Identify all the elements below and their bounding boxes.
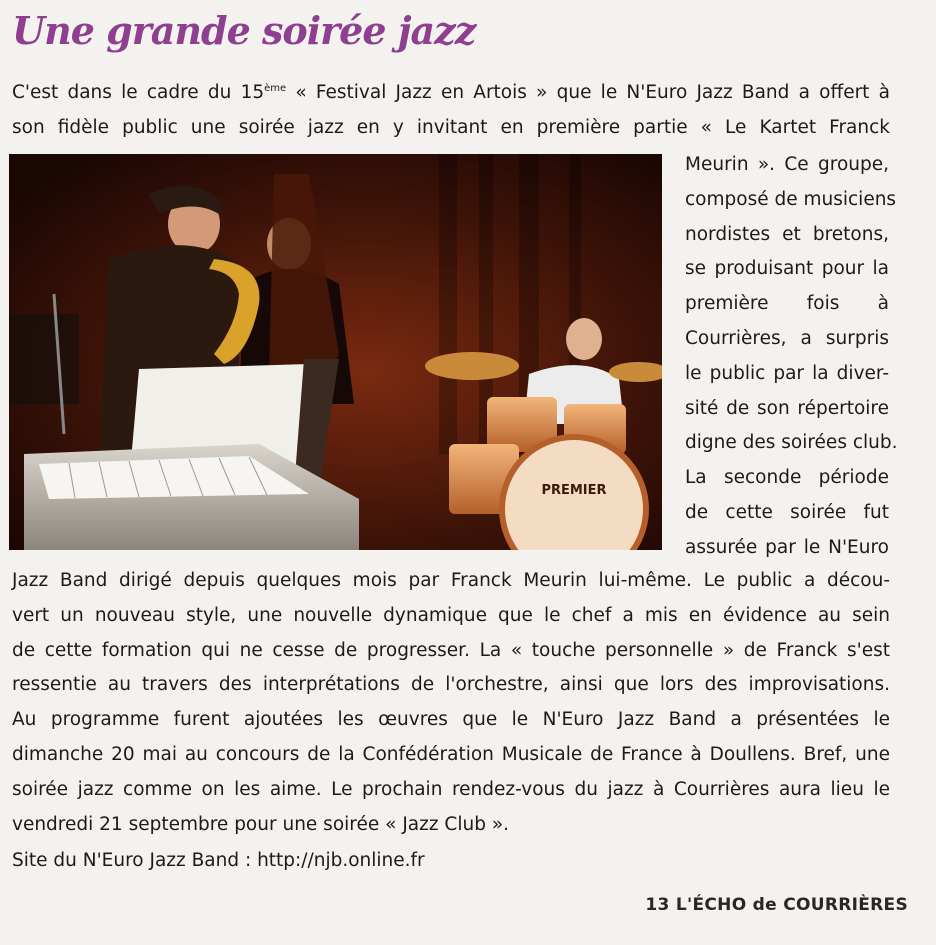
side-line: se produisant pour la <box>685 258 889 280</box>
side-line: La seconde période <box>685 467 889 489</box>
body-line: vert un nouveau style, une nouvelle dynamique que le chef a mis en évidence au sein <box>12 604 890 626</box>
intro-line-2: son fidèle public une soirée jazz en y invitant en première partie « Le Kartet Franck <box>12 116 890 138</box>
body-line: vendredi 21 septembre pour une soirée « Jazz Club ». <box>12 813 510 835</box>
side-line: Courrières, a surpris <box>685 327 889 349</box>
jazz-band-photo <box>9 154 662 550</box>
side-line: Meurin ». Ce groupe, <box>685 154 889 175</box>
page-footer: 13 L'ÉCHO de COURRIÈRES <box>645 895 908 915</box>
intro-line-1a: C'est dans le cadre du 15 <box>12 82 265 103</box>
side-line: de cette soirée fut <box>685 501 889 523</box>
drum-brand-label: PREMIER <box>541 483 607 498</box>
side-line: sité de son répertoire <box>685 397 889 419</box>
side-line: assurée par le N'Euro <box>685 536 889 558</box>
body-line: soirée jazz comme on les aime. Le prochain rendez-vous du jazz à Courrières aura lieu le <box>12 778 890 800</box>
side-column <box>685 148 898 566</box>
body-line: Jazz Band dirigé depuis quelques mois par Franck Meurin lui-même. Le public a décou- <box>12 570 890 591</box>
side-line: nordistes et bretons, <box>685 223 889 245</box>
body-line: dimanche 20 mai au concours de la Confédération Musicale de France à Doullens. Bref, une <box>12 743 890 765</box>
body-line: ressentie au travers des interprétations de l'orchestre, ainsi que lors des improvisations. <box>12 674 890 696</box>
side-line: composé de musiciens <box>685 188 897 210</box>
superscript-eme: ème <box>264 82 287 94</box>
photo-illustration <box>9 154 662 550</box>
intro-paragraph <box>12 76 890 146</box>
article-title: Une grande soirée jazz <box>12 8 476 53</box>
website-line: Site du N'Euro Jazz Band : http://njb.online.fr <box>12 850 425 871</box>
bottom-paragraph <box>12 564 890 842</box>
intro-line-1b: « Festival Jazz en Artois » que le N'Euro Jazz Band a offert à <box>286 82 890 103</box>
body-line: de cette formation qui ne cesse de progresser. La « touche personnelle » de Franck s'est <box>12 639 890 661</box>
side-line: première fois à <box>685 293 889 315</box>
body-line: Au programme furent ajoutées les œuvres que le N'Euro Jazz Band a présentées le <box>12 709 890 731</box>
side-line: digne des soirées club. <box>685 432 898 454</box>
side-line: le public par la diver- <box>685 362 889 384</box>
intro-line-1 <box>12 76 890 111</box>
